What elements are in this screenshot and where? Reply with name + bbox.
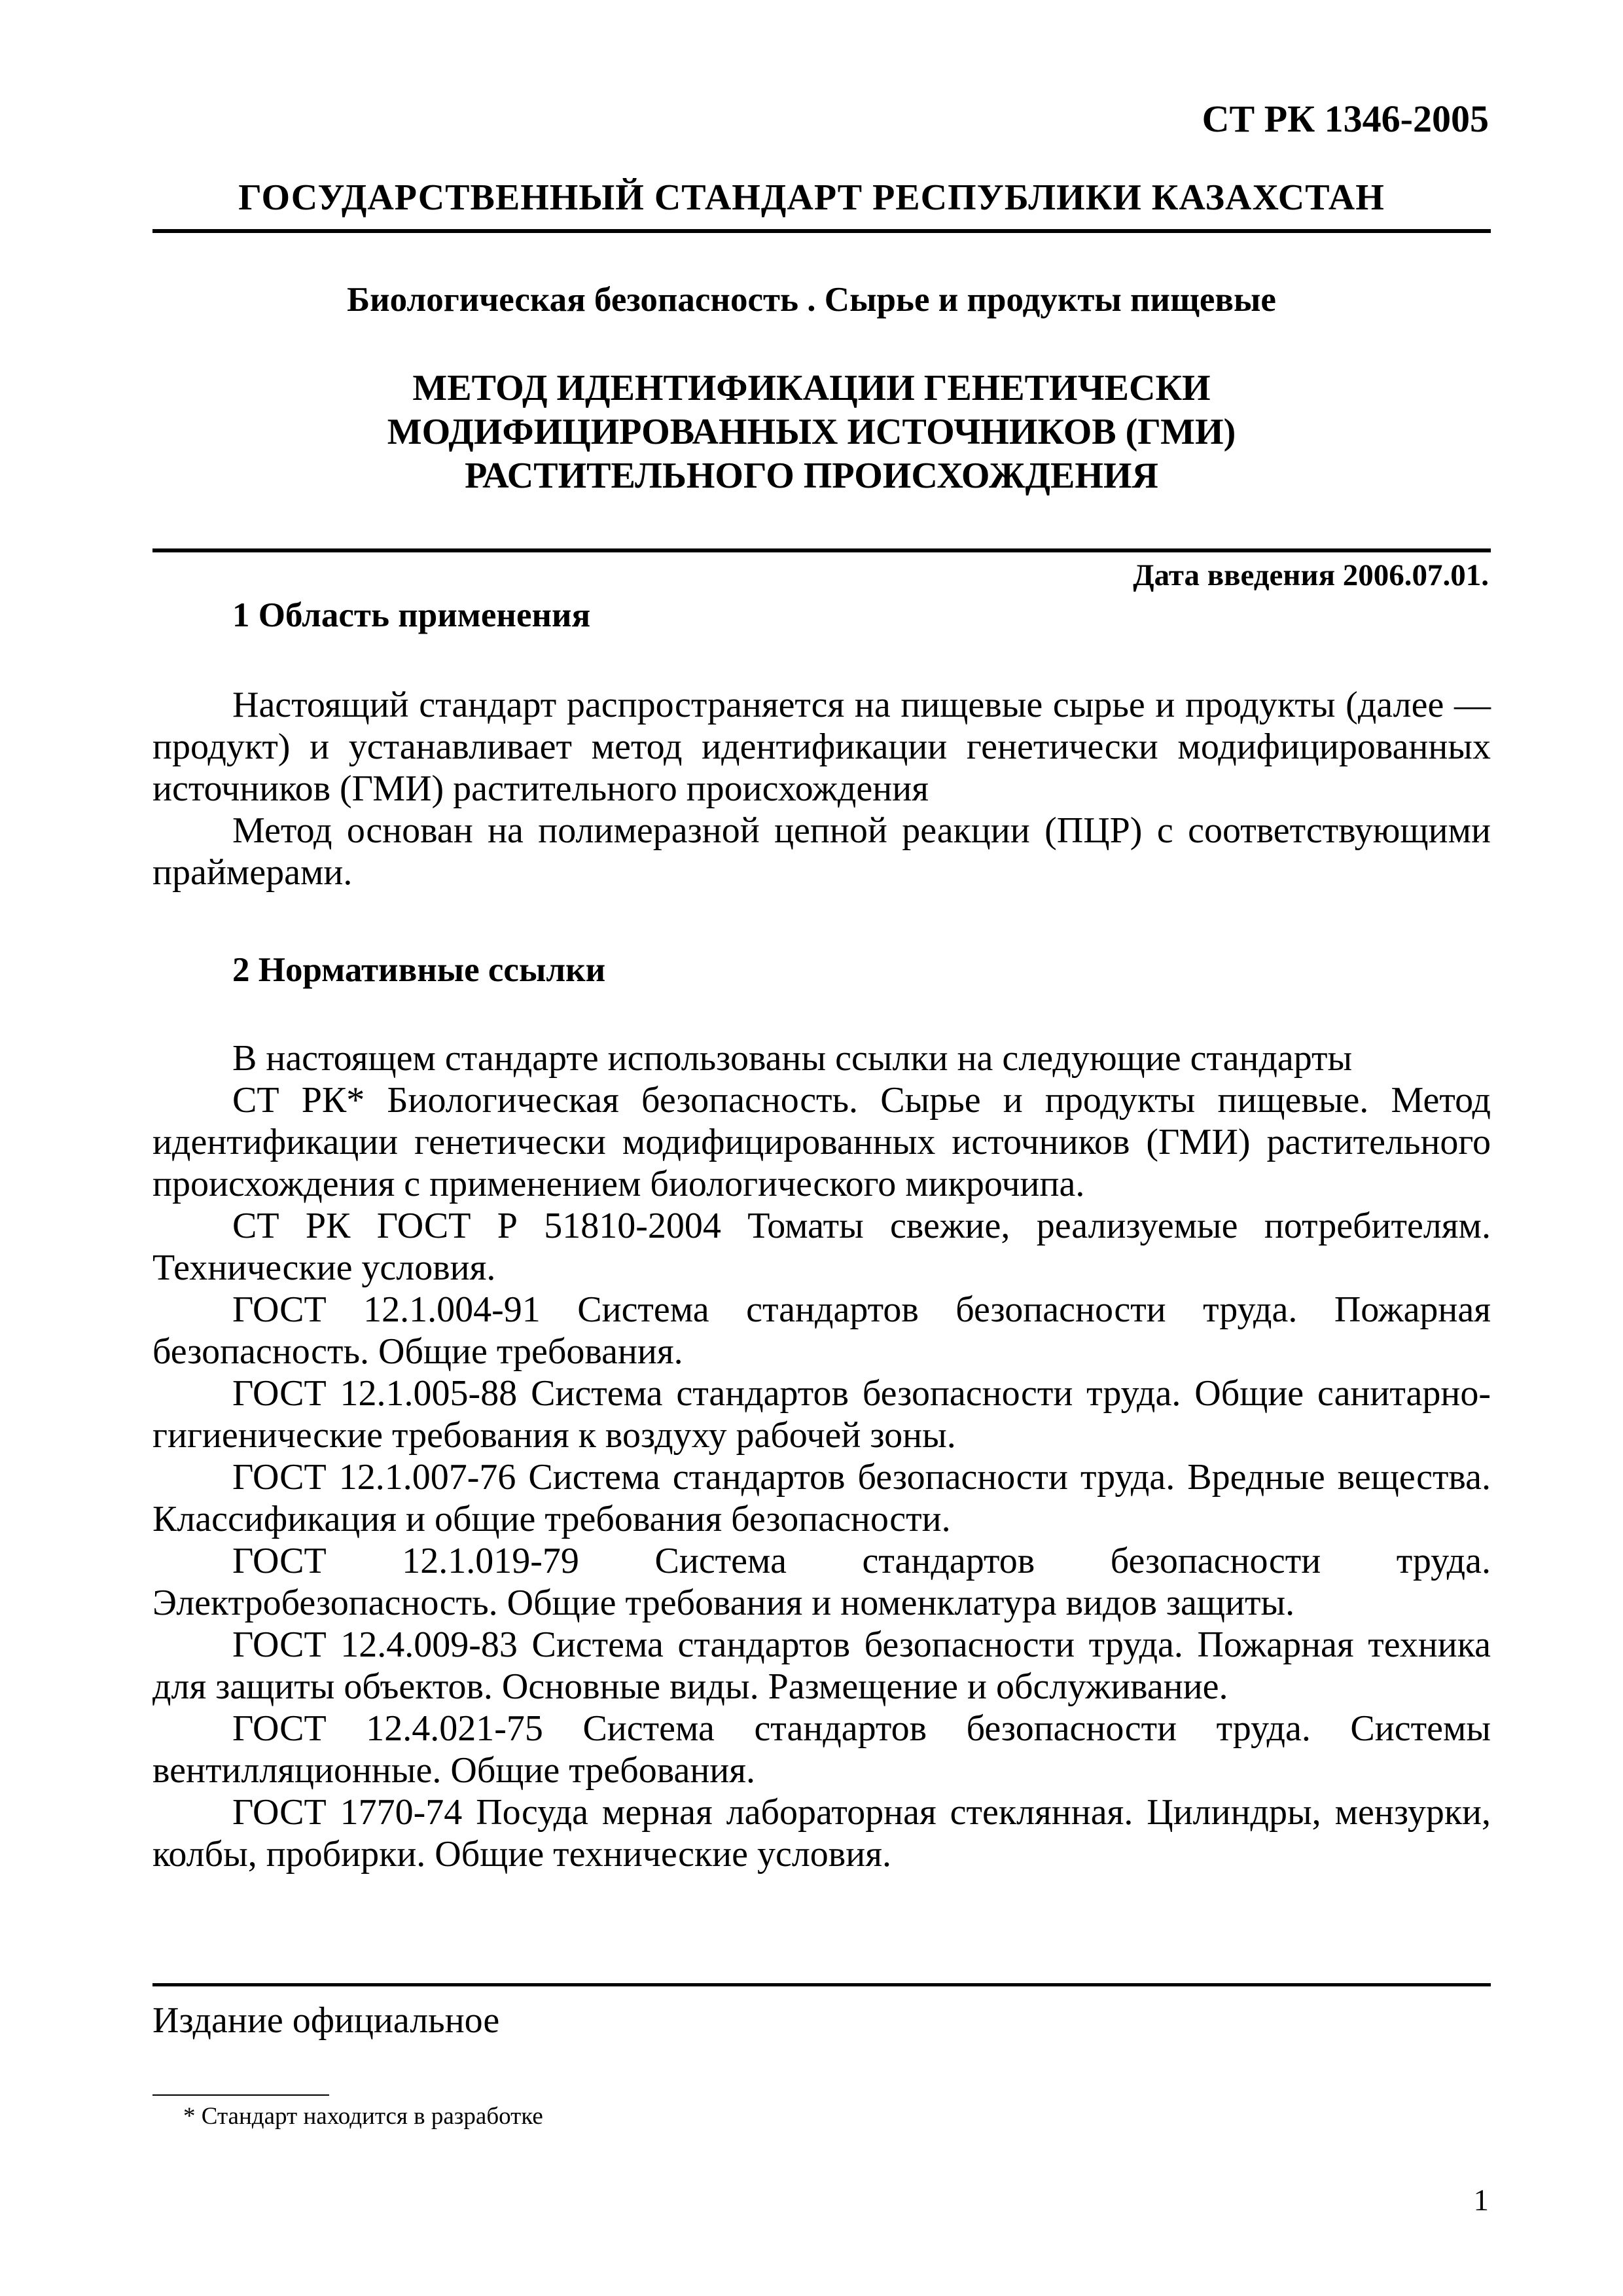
reference-item: ГОСТ 12.1.005-88 Система стандартов безопасности труда. Общие санитарно-гигиенические требования к воздуху рабочей зоны. [152,1373,1491,1456]
header-rule [152,229,1491,233]
paragraph: Метод основан на полимеразной цепной реакции (ПЦР) с соответствующими праймерами. [152,810,1491,893]
title-line: РАСТИТЕЛЬНОГО ПРОИСХОЖДЕНИЯ [465,456,1158,496]
section-2-body [152,1037,1491,1875]
paragraph: Настоящий стандарт распространяется на пищевые сырье и продукты (далее — продукт) и устанавливает метод идентификации генетически модифицированных источников (ГМИ) растительного происхождения [152,685,1491,809]
paragraph: В настоящем стандарте использованы ссылки на следующие стандарты [232,1038,1353,1079]
title-line: МЕТОД ИДЕНТИФИКАЦИИ ГЕНЕТИЧЕСКИ [412,368,1211,408]
page-number: 1 [1473,2183,1489,2217]
section-2-heading: 2 Нормативные ссылки [232,951,606,989]
standard-subtitle: Биологическая безопасность . Сырье и продукты пищевые [347,281,1276,319]
reference-item: СТ РК* Биологическая безопасность. Сырье и продукты пищевые. Метод идентификации генетически модифицированных источников (ГМИ) растительного происхождения с применением биологического микрочипа. [152,1080,1491,1204]
reference-item: СТ РК ГОСТ Р 51810-2004 Томаты свежие, реализуемые потребителям. Технические условия. [152,1206,1491,1288]
reference-item: ГОСТ 12.4.009-83 Система стандартов безопасности труда. Пожарная техника для защиты объектов. Основные виды. Размещение и обслуживание. [152,1624,1491,1707]
reference-item: ГОСТ 12.1.019-79 Система стандартов безопасности труда. Электробезопасность. Общие требования и номенклатура видов защиты. [152,1541,1491,1623]
reference-item: ГОСТ 1770-74 Посуда мерная лабораторная стеклянная. Цилиндры, мензурки, колбы, пробирки. Общие технические условия. [152,1792,1491,1874]
standard-code: СТ РК 1346-2005 [1202,98,1489,140]
footnote-rule [152,2094,329,2096]
section-1-heading: 1 Область применения [232,596,591,634]
footnote: * Стандарт находится в разработке [183,2103,543,2130]
title-line: МОДИФИЦИРОВАННЫХ ИСТОЧНИКОВ (ГМИ) [387,412,1236,452]
official-edition-label: Издание официальное [152,2000,500,2041]
section-1-body [152,684,1491,893]
footer-rule [152,1983,1491,1986]
reference-item: ГОСТ 12.1.004-91 Система стандартов безопасности труда. Пожарная безопасность. Общие требования. [152,1289,1491,1372]
standard-main-title [0,367,1623,498]
reference-item: ГОСТ 12.1.007-76 Система стандартов безопасности труда. Вредные вещества. Классификация и общие требования безопасности. [152,1457,1491,1539]
reference-item: ГОСТ 12.4.021-75 Система стандартов безопасности труда. Системы вентилляционные. Общие требования. [152,1708,1491,1791]
standard-type-title: ГОСУДАРСТВЕННЫЙ СТАНДАРТ РЕСПУБЛИКИ КАЗАХСТАН [238,177,1385,218]
introduction-date: Дата введения 2006.07.01. [1133,558,1489,592]
title-rule [152,548,1491,552]
